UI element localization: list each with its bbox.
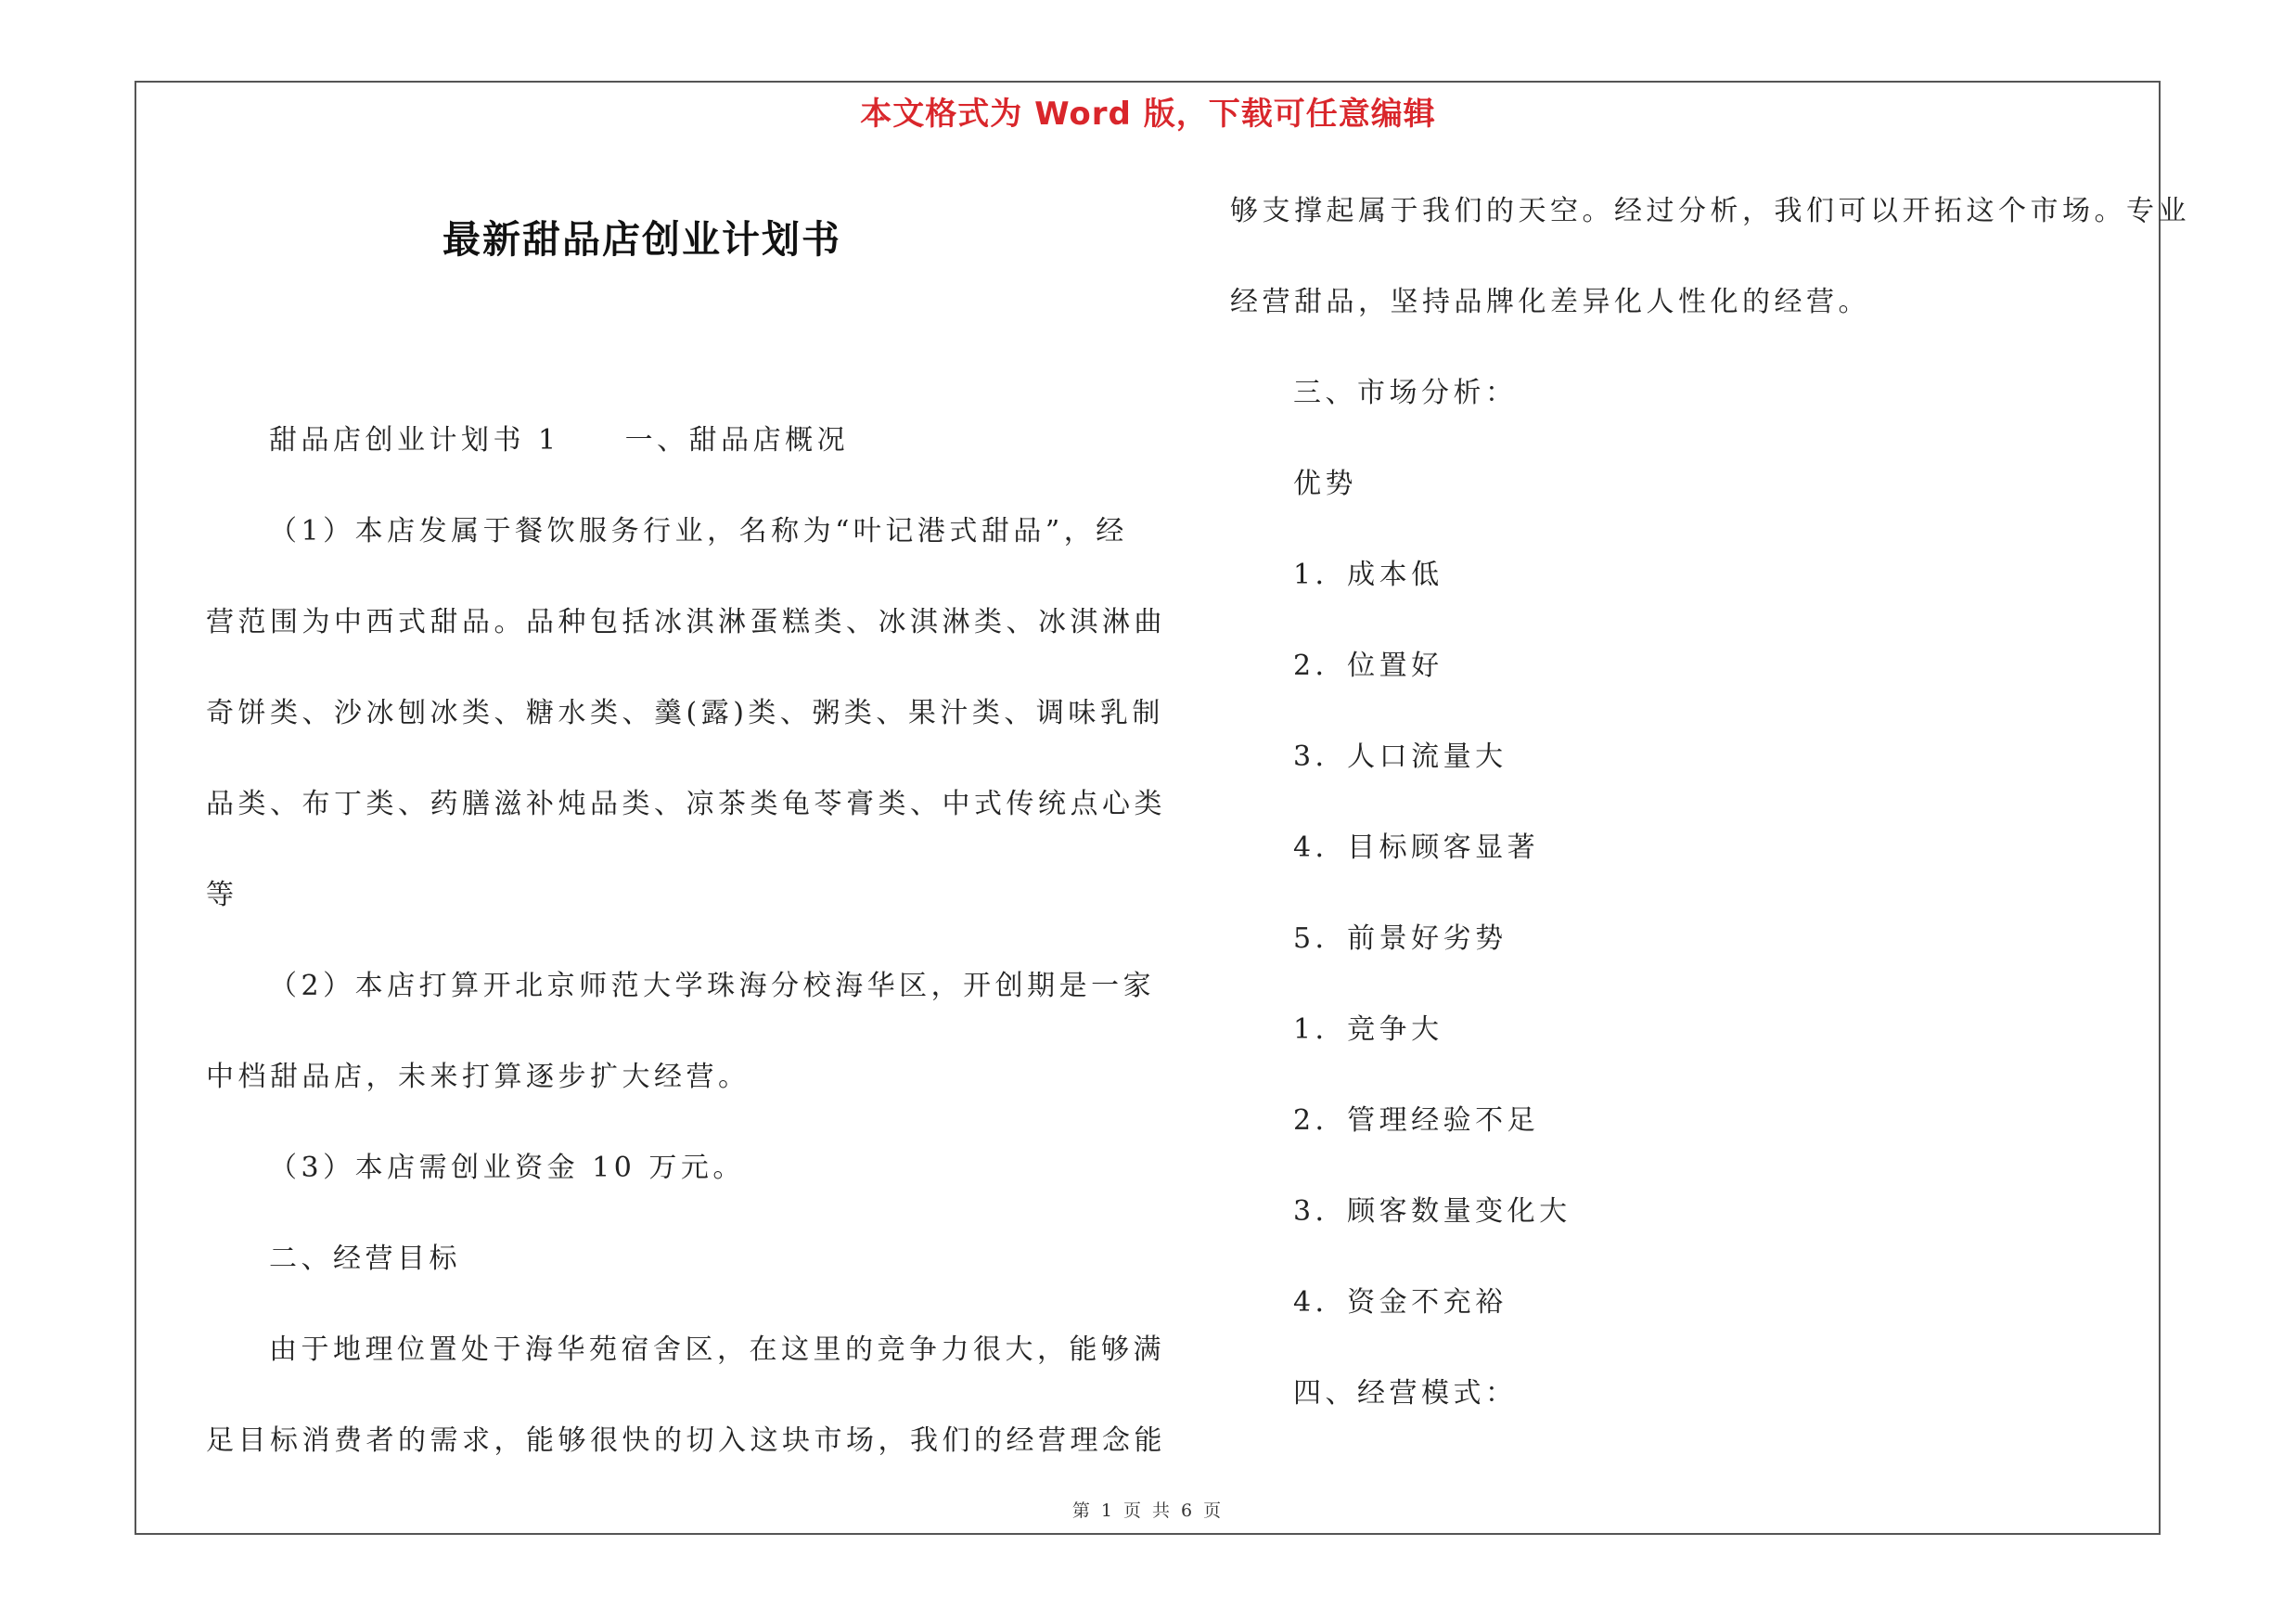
paragraph-line: 等 [206, 879, 238, 911]
section4-heading: 四、经营模式： [1293, 1377, 1518, 1410]
list-item: 3．人口流量大 [1293, 741, 1507, 773]
paragraph-line: （2）本店打算开北京师范大学珠海分校海华区，开创期是一家 [269, 970, 1156, 1002]
paragraph-line: 中档甜品店，未来打算逐步扩大经营。 [206, 1061, 750, 1093]
advantage-label: 优势 [1293, 468, 1357, 500]
list-item: 5．前景好劣势 [1293, 922, 1507, 955]
list-item: 3．顾客数量变化大 [1293, 1195, 1571, 1228]
list-item: 2．管理经验不足 [1293, 1104, 1540, 1137]
paragraph-line: （3）本店需创业资金 10 万元。 [269, 1152, 745, 1184]
list-item: 2．位置好 [1293, 650, 1443, 682]
paragraph-line: 由于地理位置处于海华苑宿舍区，在这里的竞争力很大，能够满 [269, 1333, 1165, 1366]
list-item: 4．目标顾客显著 [1293, 831, 1540, 864]
paragraph-line: 够支撑起属于我们的天空。经过分析，我们可以开拓这个市场。专业 [1230, 195, 2190, 227]
intro-heading-line [269, 422, 849, 459]
intro-heading-plan: 甜品店创业计划书 1 [269, 424, 560, 457]
section2-heading: 二、经营目标 [269, 1243, 461, 1275]
section3-heading: 三、市场分析： [1293, 377, 1518, 409]
word-format-banner: 本文格式为 Word 版，下载可任意编辑 [860, 96, 1436, 133]
paragraph-line: 营范围为中西式甜品。品种包括冰淇淋蛋糕类、冰淇淋类、冰淇淋曲 [206, 606, 1166, 638]
list-item: 1．竞争大 [1293, 1013, 1443, 1046]
list-item: 4．资金不充裕 [1293, 1286, 1507, 1319]
paragraph-line: 奇饼类、沙冰刨冰类、糖水类、羹(露)类、粥类、果汁类、调味乳制 [206, 697, 1164, 729]
page-footer: 第 1 页 共 6 页 [1071, 1501, 1225, 1521]
paragraph-line: 品类、布丁类、药膳滋补炖品类、凉茶类龟苓膏类、中式传统点心类 [206, 788, 1166, 820]
document-title: 最新甜品店创业计划书 [443, 217, 841, 262]
paragraph-line: 经营甜品，坚持品牌化差异化人性化的经营。 [1230, 286, 1870, 318]
section1-heading: 一、甜品店概况 [624, 424, 850, 457]
paragraph-line: 足目标消费者的需求，能够很快的切入这块市场，我们的经营理念能 [206, 1424, 1166, 1457]
list-item: 1．成本低 [1293, 559, 1443, 591]
paragraph-line: （1）本店发属于餐饮服务行业，名称为“叶记港式甜品”，经 [269, 515, 1128, 547]
